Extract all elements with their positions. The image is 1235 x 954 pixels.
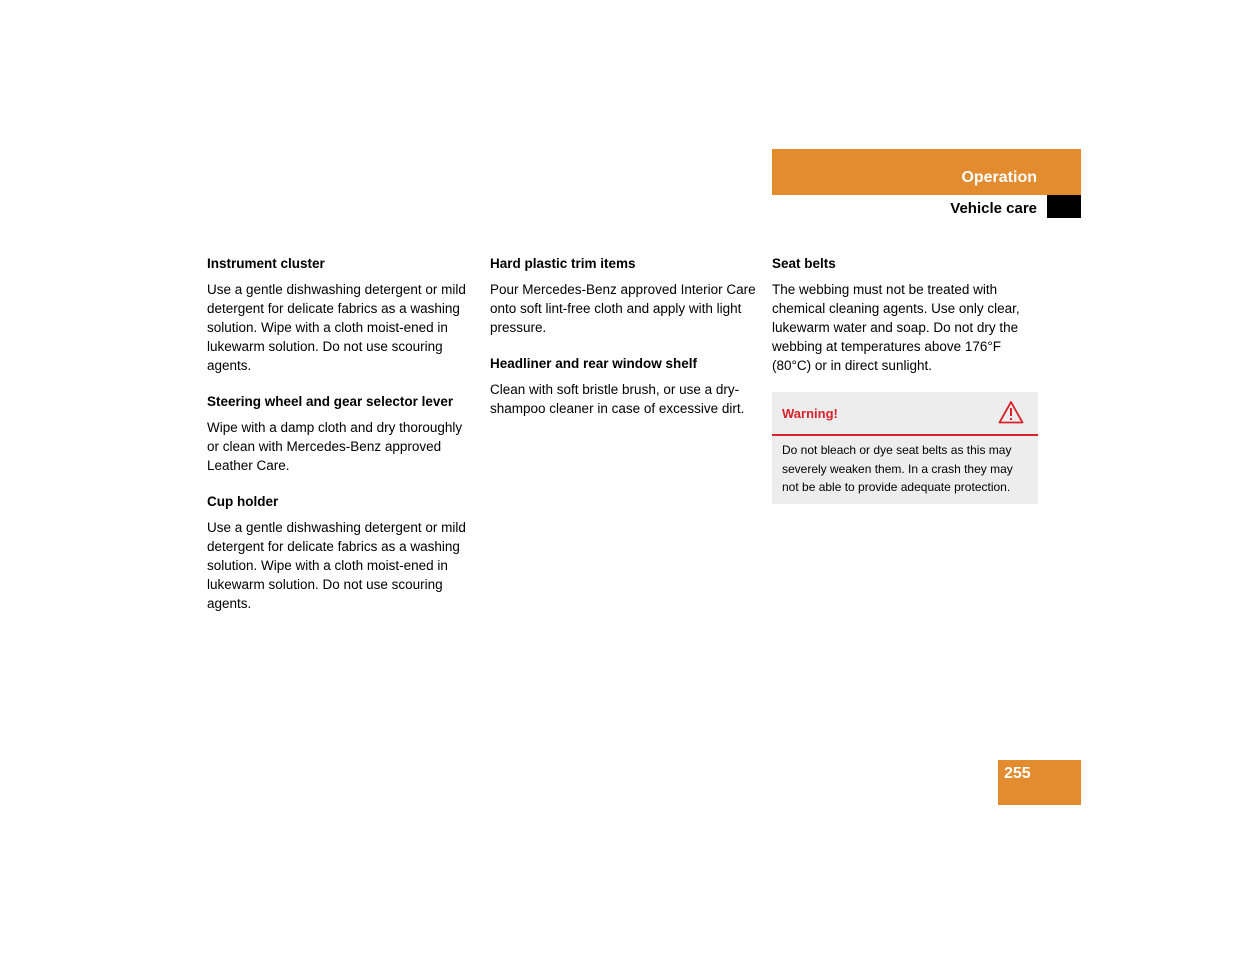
- section-hard-plastic-trim: [490, 254, 758, 337]
- warning-box: [772, 392, 1038, 504]
- chapter-header-bar: [772, 149, 1081, 195]
- warning-label: Warning!: [782, 406, 838, 421]
- section-title: Vehicle care: [950, 200, 1037, 217]
- section-heading: Instrument cluster: [207, 256, 325, 271]
- page-number: 255: [1004, 765, 1031, 782]
- section-heading: Seat belts: [772, 256, 836, 271]
- section-body: Clean with soft bristle brush, or use a dry-shampoo cleaner in case of excessive dirt.: [490, 382, 745, 416]
- thumb-tab-marker: [1047, 195, 1081, 218]
- section-body: The webbing must not be treated with chemical cleaning agents. Use only clear, lukewarm water and soap. Do not dry the webbing at temperatures above 176°F (80°C) or in direct sunlight.: [772, 282, 1020, 373]
- warning-text: Do not bleach or dye seat belts as this may severely weaken them. In a crash they may not be able to provide adequate protection.: [782, 443, 1013, 494]
- section-heading: Steering wheel and gear selector lever: [207, 394, 454, 409]
- section-body: Use a gentle dishwashing detergent or mild detergent for delicate fabrics as a washing solution. Wipe with a cloth moist-ened in lukewarm solution. Do not use scouring agents.: [207, 282, 466, 373]
- section-headliner: [490, 354, 758, 418]
- column-left: [207, 254, 475, 630]
- section-heading: Cup holder: [207, 494, 279, 509]
- section-instrument-cluster: [207, 254, 475, 375]
- section-body: Pour Mercedes-Benz approved Interior Care onto soft lint-free cloth and apply with light pressure.: [490, 282, 756, 335]
- section-cup-holder: [207, 492, 475, 613]
- column-right: [772, 254, 1040, 504]
- section-heading: Headliner and rear window shelf: [490, 356, 698, 371]
- section-steering-wheel: [207, 392, 475, 475]
- page-number-box: [998, 760, 1081, 805]
- section-body: Use a gentle dishwashing detergent or mild detergent for delicate fabrics as a washing solution. Wipe with a cloth moist-ened in lukewarm solution. Do not use scouring agents.: [207, 520, 466, 611]
- chapter-title: Operation: [961, 169, 1037, 186]
- section-heading: Hard plastic trim items: [490, 256, 636, 271]
- section-body: Wipe with a damp cloth and dry thoroughly or clean with Mercedes-Benz approved Leather Care.: [207, 420, 463, 473]
- warning-triangle-icon: [998, 400, 1024, 424]
- section-seat-belts: [772, 254, 1040, 375]
- column-middle: [490, 254, 758, 435]
- warning-header: [772, 392, 1038, 436]
